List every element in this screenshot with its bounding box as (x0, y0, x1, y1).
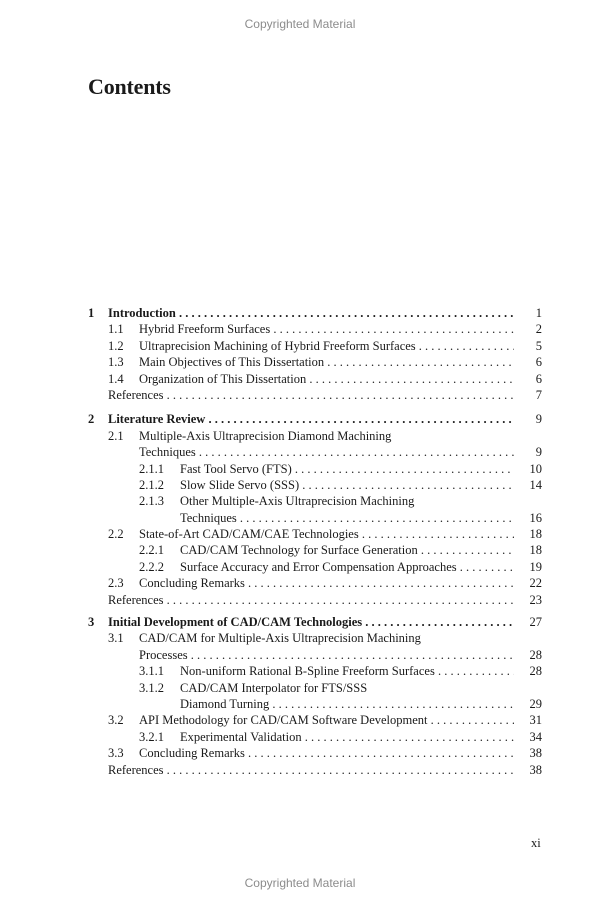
page-number: 18 (529, 527, 542, 542)
toc-section-1-1[interactable] (88, 321, 542, 337)
subsection-title-continuation: Diamond Turning . . . (180, 696, 514, 712)
toc-subsection-2-2-2[interactable] (88, 559, 542, 575)
toc-subsection-3-1-2-cont[interactable] (88, 696, 542, 712)
references-title: References . . . (108, 592, 514, 608)
page-number: 6 (535, 371, 542, 386)
page-number: 6 (535, 355, 542, 370)
page-number: 18 (529, 543, 542, 558)
toc-section-3-3[interactable] (88, 745, 542, 761)
toc-section-2-2[interactable] (88, 526, 542, 542)
chapter-number: 1 (88, 306, 95, 320)
section-title: Concluding Remarks . . . (139, 745, 514, 761)
page-number: 1 (535, 306, 542, 320)
section-title: Organization of This Dissertation . . . (139, 371, 514, 387)
toc-section-1-3[interactable] (88, 354, 542, 370)
page-number: 27 (529, 615, 542, 630)
page-number: 19 (529, 559, 542, 574)
subsection-title: Fast Tool Servo (FTS) . . . (180, 461, 514, 477)
section-number: 1.2 (108, 338, 124, 353)
page-number: 28 (529, 664, 542, 679)
references-title: References . . . (108, 387, 514, 403)
toc-subsection-2-1-1[interactable] (88, 461, 542, 477)
subsection-title: CAD/CAM Interpolator for FTS/SSS (180, 680, 368, 695)
page-title: Contents (88, 74, 171, 99)
subsection-number: 2.1.1 (139, 461, 164, 476)
subsection-title: CAD/CAM Technology for Surface Generation . . . (180, 542, 514, 558)
page-number: 38 (529, 746, 542, 761)
toc-chapter-2[interactable] (88, 411, 542, 427)
section-title: CAD/CAM for Multiple-Axis Ultraprecision Machining (139, 631, 421, 646)
section-number: 1.4 (108, 371, 124, 386)
page-number: 2 (535, 322, 542, 337)
toc-subsection-2-2-1[interactable] (88, 542, 542, 558)
section-number: 3.3 (108, 746, 124, 761)
folio-page-number: xi (531, 836, 541, 850)
toc-references-1[interactable] (88, 387, 542, 403)
page-number: 9 (535, 445, 542, 460)
subsection-title: Experimental Validation . . . (180, 729, 514, 745)
toc-section-2-3[interactable] (88, 575, 542, 591)
section-number: 1.3 (108, 355, 124, 370)
watermark-bottom: Copyrighted Material (244, 876, 356, 890)
page-number: 38 (529, 762, 542, 777)
page-number: 31 (529, 713, 542, 728)
section-title-continuation: Techniques . . . (139, 444, 514, 460)
section-number: 2.3 (108, 576, 124, 591)
page-number: 5 (535, 338, 542, 353)
references-title: References . . . (108, 762, 514, 778)
section-title: State-of-Art CAD/CAM/CAE Technologies . . . (139, 526, 514, 542)
toc-section-3-1[interactable] (88, 630, 542, 646)
page-number: 9 (535, 412, 542, 427)
page-number: 7 (535, 387, 542, 402)
section-number: 2.2 (108, 527, 124, 542)
toc-references-2[interactable] (88, 592, 542, 608)
section-title: Main Objectives of This Dissertation . . . (139, 354, 514, 370)
page-number: 29 (529, 696, 542, 711)
toc-chapter-1[interactable] (88, 305, 542, 321)
chapter-number: 2 (88, 412, 95, 427)
toc-subsection-2-1-3-cont[interactable] (88, 510, 542, 526)
toc-subsection-3-1-2[interactable] (88, 680, 542, 696)
subsection-title: Other Multiple-Axis Ultraprecision Machining (180, 494, 415, 509)
toc-subsection-2-1-3[interactable] (88, 493, 542, 509)
subsection-title: Slow Slide Servo (SSS) . . . (180, 477, 514, 493)
subsection-title-continuation: Techniques . . . (180, 510, 514, 526)
toc-chapter-3[interactable] (88, 614, 542, 630)
section-title: Concluding Remarks . . . (139, 575, 514, 591)
subsection-title: Surface Accuracy and Error Compensation Approaches . . . (180, 559, 514, 575)
section-title: API Methodology for CAD/CAM Software Development . . . (139, 712, 514, 728)
watermark-top: Copyrighted Material (244, 17, 356, 31)
page-number: 23 (529, 592, 542, 607)
chapter-title: Initial Development of CAD/CAM Technologies . . . (108, 614, 514, 630)
subsection-number: 2.1.2 (139, 477, 164, 492)
page-number: 16 (529, 510, 542, 525)
section-number: 1.1 (108, 322, 124, 337)
chapter-title: Literature Review . . . (108, 411, 514, 427)
chapter-title: Introduction . . . (108, 305, 514, 321)
toc-references-3[interactable] (88, 762, 542, 778)
toc-section-1-4[interactable] (88, 371, 542, 387)
subsection-title: Non-uniform Rational B-Spline Freeform Surfaces . . . (180, 663, 514, 679)
toc-section-2-1-cont[interactable] (88, 444, 542, 460)
subsection-number: 3.1.1 (139, 664, 164, 679)
chapter-number: 3 (88, 615, 95, 630)
section-title-continuation: Processes . . . (139, 647, 514, 663)
subsection-number: 2.2.1 (139, 543, 164, 558)
page-number: 22 (529, 576, 542, 591)
page-number: 34 (529, 729, 542, 744)
subsection-number: 3.1.2 (139, 680, 164, 695)
table-of-contents (88, 305, 542, 778)
toc-section-3-1-cont[interactable] (88, 647, 542, 663)
subsection-number: 3.2.1 (139, 729, 164, 744)
section-title: Hybrid Freeform Surfaces . . . (139, 321, 514, 337)
subsection-number: 2.2.2 (139, 559, 164, 574)
section-title: Multiple-Axis Ultraprecision Diamond Machining (139, 428, 392, 443)
toc-subsection-3-1-1[interactable] (88, 663, 542, 679)
toc-section-1-2[interactable] (88, 338, 542, 354)
section-number: 3.1 (108, 631, 124, 646)
toc-subsection-2-1-2[interactable] (88, 477, 542, 493)
page-number: 10 (529, 461, 542, 476)
toc-section-2-1[interactable] (88, 428, 542, 444)
section-number: 3.2 (108, 713, 124, 728)
section-number: 2.1 (108, 428, 124, 443)
toc-section-3-2[interactable] (88, 712, 542, 728)
section-title: Ultraprecision Machining of Hybrid Freeform Surfaces . . . (139, 338, 514, 354)
subsection-number: 2.1.3 (139, 494, 164, 509)
page-number: 28 (529, 647, 542, 662)
page-number: 14 (529, 477, 542, 492)
toc-subsection-3-2-1[interactable] (88, 729, 542, 745)
